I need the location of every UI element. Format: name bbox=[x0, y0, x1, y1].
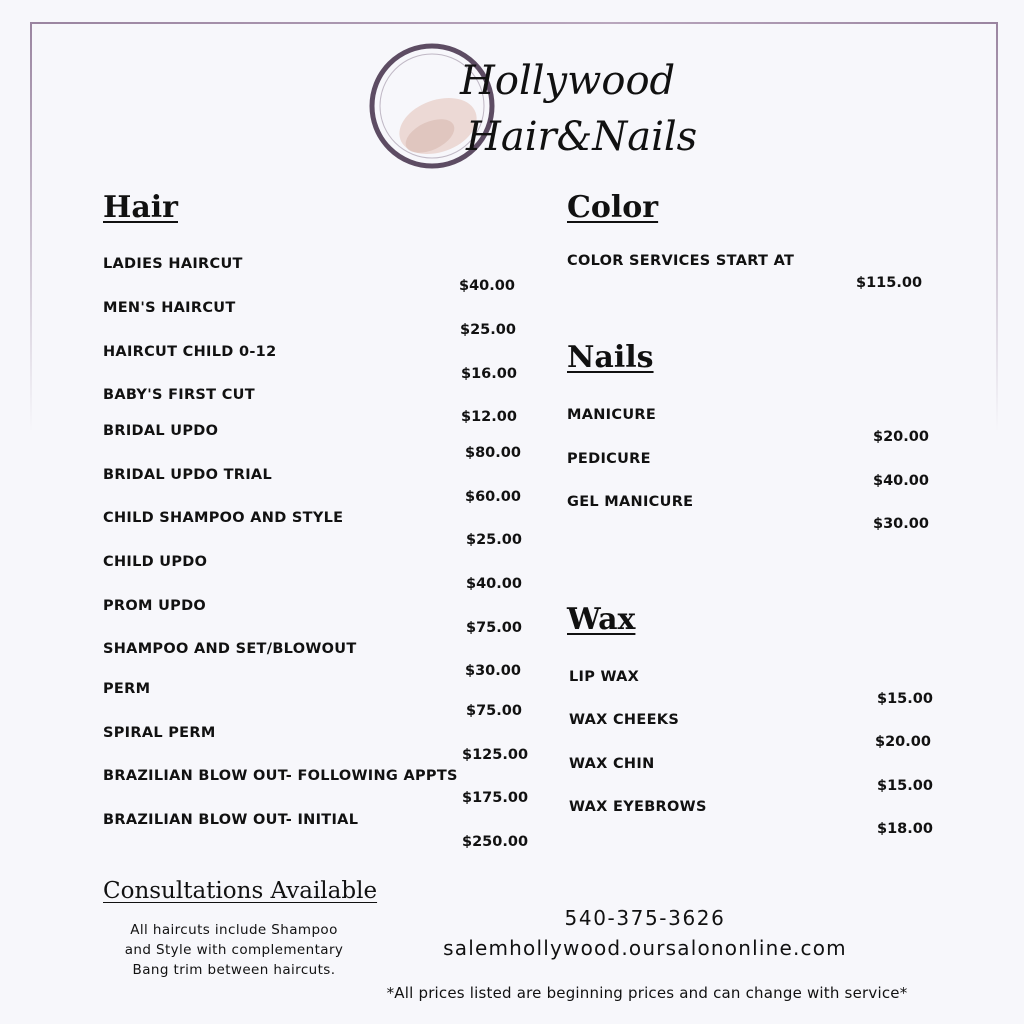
color-item-services: COLOR SERVICES START AT bbox=[567, 253, 795, 269]
hair-item-brazilian-initial: BRAZILIAN BLOW OUT- INITIAL bbox=[103, 812, 359, 828]
logo-line-2: Hair&Nails bbox=[466, 114, 698, 160]
website-link[interactable]: salemhollywood.oursalononline.com bbox=[443, 936, 847, 960]
phone-number[interactable]: 540-375-3626 bbox=[564, 906, 726, 930]
color-price-services: $115.00 bbox=[856, 275, 923, 291]
hair-price-bridal-updo: $80.00 bbox=[465, 445, 521, 461]
wax-price-chin: $15.00 bbox=[877, 778, 933, 794]
hair-price-shampoo-set-blowout: $30.00 bbox=[465, 663, 521, 679]
price-disclaimer: *All prices listed are beginning prices and can change with service* bbox=[386, 984, 908, 1002]
hair-item-prom-updo: PROM UPDO bbox=[103, 598, 207, 614]
hair-price-babys-first-cut: $12.00 bbox=[461, 409, 517, 425]
frame-top-border bbox=[30, 22, 998, 24]
wax-item-lip: LIP WAX bbox=[569, 669, 640, 685]
hair-price-ladies-haircut: $40.00 bbox=[459, 278, 515, 294]
hair-price-brazilian-following: $175.00 bbox=[462, 790, 529, 806]
wax-price-eyebrows: $18.00 bbox=[877, 821, 933, 837]
wax-item-eyebrows: WAX EYEBROWS bbox=[569, 799, 707, 815]
nails-item-pedicure: PEDICURE bbox=[567, 451, 651, 467]
wax-price-cheeks: $20.00 bbox=[875, 734, 931, 750]
consultations-heading: Consultations Available bbox=[103, 878, 378, 904]
hair-price-mens-haircut: $25.00 bbox=[460, 322, 516, 338]
nails-price-pedicure: $40.00 bbox=[873, 473, 929, 489]
nails-heading: Nails bbox=[567, 340, 654, 375]
frame-left-border bbox=[30, 22, 32, 432]
hair-item-brazilian-following: BRAZILIAN BLOW OUT- FOLLOWING APPTS bbox=[103, 768, 458, 784]
wax-heading: Wax bbox=[567, 602, 636, 637]
hair-item-ladies-haircut: LADIES HAIRCUT bbox=[103, 256, 243, 272]
hair-item-spiral-perm: SPIRAL PERM bbox=[103, 725, 216, 741]
hair-price-haircut-child: $16.00 bbox=[461, 366, 517, 382]
hair-item-shampoo-set-blowout: SHAMPOO AND SET/BLOWOUT bbox=[103, 641, 357, 657]
hair-item-child-updo: CHILD UPDO bbox=[103, 554, 208, 570]
hair-item-mens-haircut: MEN'S HAIRCUT bbox=[103, 300, 236, 316]
hair-item-bridal-updo: BRIDAL UPDO bbox=[103, 423, 219, 439]
frame-right-border bbox=[996, 22, 998, 432]
color-heading: Color bbox=[567, 190, 659, 225]
nails-item-manicure: MANICURE bbox=[567, 407, 657, 423]
hair-price-bridal-updo-trial: $60.00 bbox=[465, 489, 521, 505]
logo-emblem-icon bbox=[368, 28, 698, 188]
salon-logo bbox=[368, 28, 698, 188]
hair-price-perm: $75.00 bbox=[466, 703, 522, 719]
hair-item-babys-first-cut: BABY'S FIRST CUT bbox=[103, 387, 255, 403]
wax-price-lip: $15.00 bbox=[877, 691, 933, 707]
hair-price-child-updo: $40.00 bbox=[466, 576, 522, 592]
hair-price-prom-updo: $75.00 bbox=[466, 620, 522, 636]
hair-item-haircut-child: HAIRCUT CHILD 0-12 bbox=[103, 344, 277, 360]
hair-price-spiral-perm: $125.00 bbox=[462, 747, 529, 763]
hair-heading: Hair bbox=[103, 190, 178, 225]
wax-item-chin: WAX CHIN bbox=[569, 756, 655, 772]
hair-price-brazilian-initial: $250.00 bbox=[462, 834, 529, 850]
hair-item-bridal-updo-trial: BRIDAL UPDO TRIAL bbox=[103, 467, 272, 483]
nails-price-manicure: $20.00 bbox=[873, 429, 929, 445]
hair-item-child-shampoo-style: CHILD SHAMPOO AND STYLE bbox=[103, 510, 344, 526]
nails-price-gel-manicure: $30.00 bbox=[873, 516, 929, 532]
logo-line-1: Hollywood bbox=[460, 58, 676, 104]
hair-item-perm: PERM bbox=[103, 681, 151, 697]
hair-price-child-shampoo-style: $25.00 bbox=[466, 532, 522, 548]
nails-item-gel-manicure: GEL MANICURE bbox=[567, 494, 694, 510]
haircut-note: All haircuts include Shampoo and Style with complementary Bang trim between haircuts. bbox=[124, 922, 344, 978]
wax-item-cheeks: WAX CHEEKS bbox=[569, 712, 680, 728]
